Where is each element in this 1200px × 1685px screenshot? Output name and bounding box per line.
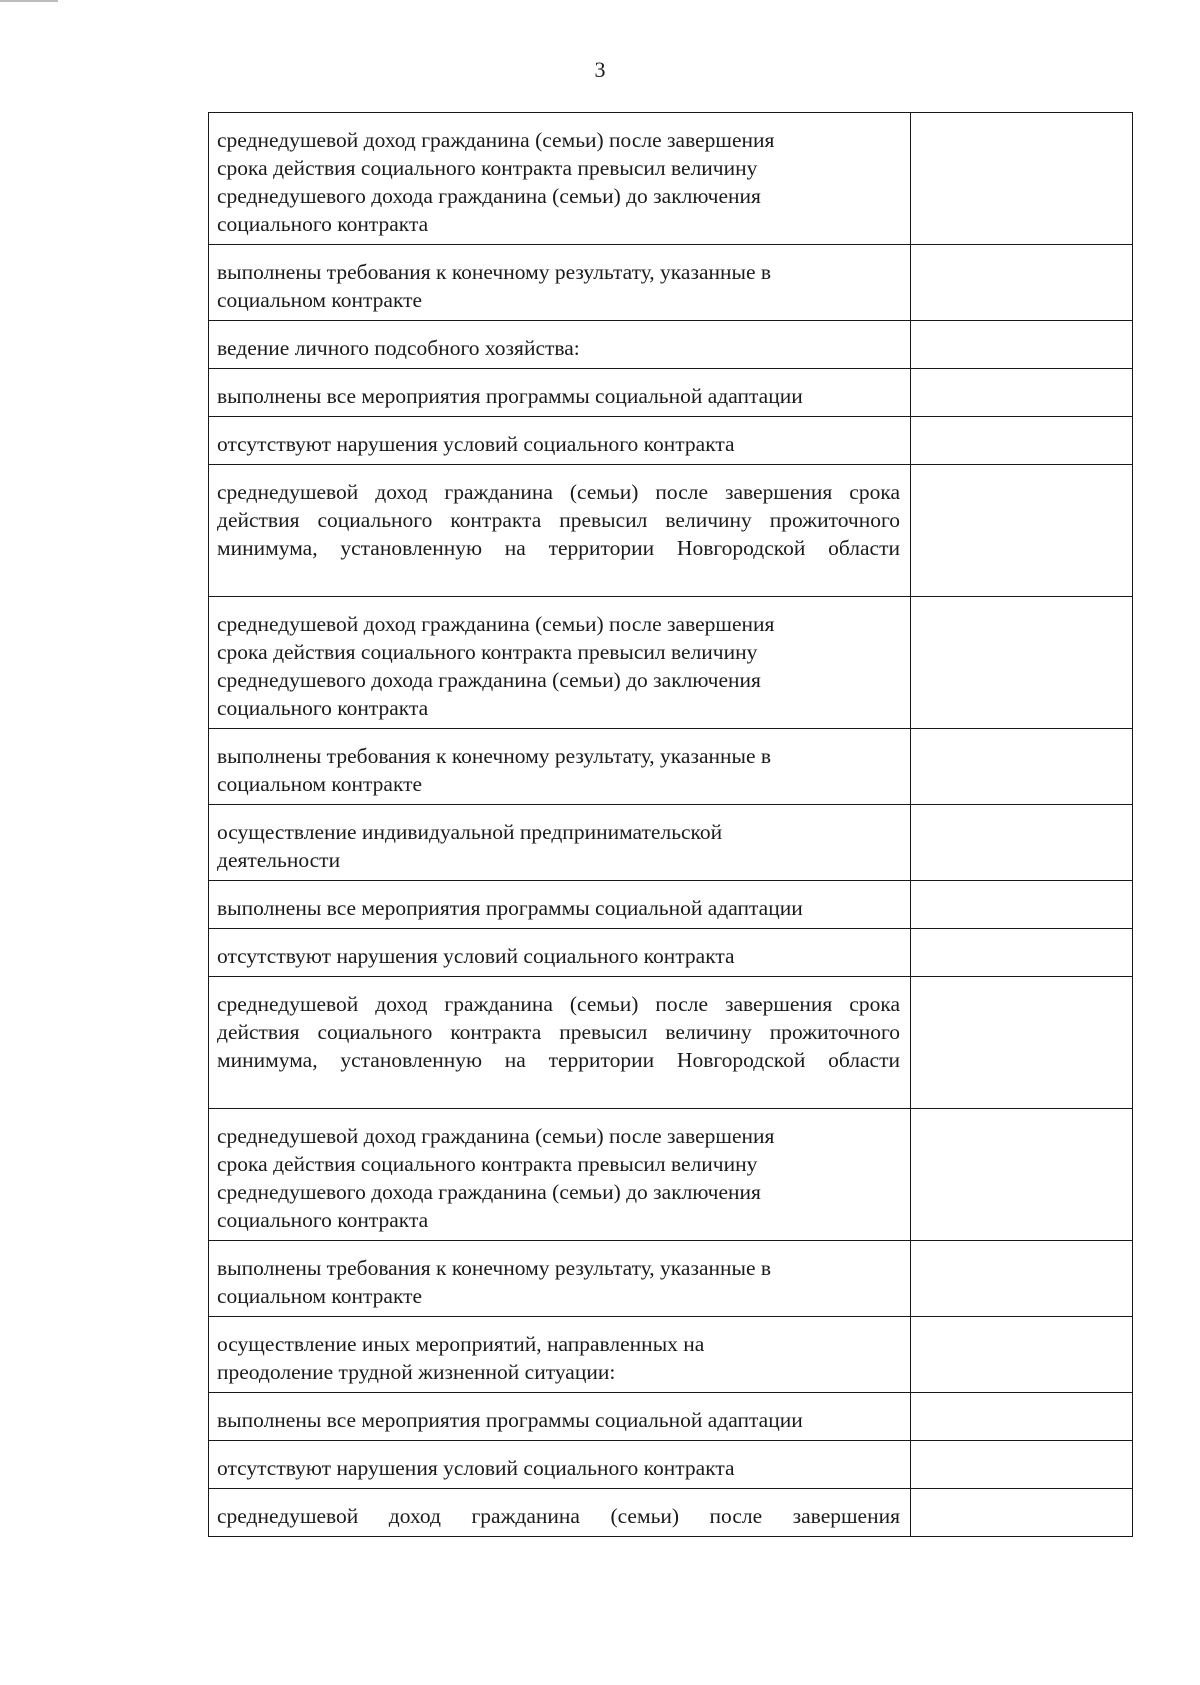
criterion-cell bbox=[209, 1317, 911, 1393]
value-cell bbox=[911, 929, 1133, 977]
criterion-text: отсутствуют нарушения условий социального контракта bbox=[217, 944, 735, 968]
table-row bbox=[209, 805, 1133, 881]
criterion-cell bbox=[209, 369, 911, 417]
criterion-cell bbox=[209, 113, 911, 245]
page-number: 3 bbox=[594, 57, 606, 82]
criterion-text: среднедушевой доход гражданина (семьи) после завершения bbox=[217, 1504, 900, 1528]
value-cell bbox=[911, 729, 1133, 805]
table-row bbox=[209, 597, 1133, 729]
criterion-text: выполнены требования к конечному результату, указанные в социальном контракте bbox=[217, 260, 772, 312]
scan-corner-mark bbox=[0, 0, 58, 2]
criterion-cell bbox=[209, 881, 911, 929]
table-row bbox=[209, 881, 1133, 929]
table-row bbox=[209, 1393, 1133, 1441]
criterion-cell bbox=[209, 977, 911, 1109]
criterion-text: среднедушевой доход гражданина (семьи) после завершения срока действия социального контракта превысил величину среднедушевого дохода гражданина (семьи) до заключения социального контракта bbox=[217, 612, 775, 720]
criterion-cell bbox=[209, 805, 911, 881]
criterion-text: отсутствуют нарушения условий социального контракта bbox=[217, 1456, 735, 1480]
table-row bbox=[209, 417, 1133, 465]
criterion-cell bbox=[209, 245, 911, 321]
criterion-cell bbox=[209, 465, 911, 597]
criterion-cell bbox=[209, 1109, 911, 1241]
criterion-cell bbox=[209, 597, 911, 729]
table-row bbox=[209, 977, 1133, 1109]
value-cell bbox=[911, 465, 1133, 597]
table-row bbox=[209, 1317, 1133, 1393]
table-row bbox=[209, 1489, 1133, 1537]
table-row bbox=[209, 729, 1133, 805]
value-cell bbox=[911, 881, 1133, 929]
value-cell bbox=[911, 417, 1133, 465]
table-row bbox=[209, 1109, 1133, 1241]
table-row bbox=[209, 1441, 1133, 1489]
value-cell bbox=[911, 1441, 1133, 1489]
criterion-text: среднедушевой доход гражданина (семьи) после завершения срока действия социального контракта превысил величину прожиточного минимума, установленную на территории Новгородской области bbox=[217, 992, 900, 1072]
value-cell bbox=[911, 113, 1133, 245]
criterion-cell bbox=[209, 1441, 911, 1489]
value-cell bbox=[911, 1317, 1133, 1393]
table-row bbox=[209, 113, 1133, 245]
criterion-cell bbox=[209, 417, 911, 465]
criterion-text: среднедушевой доход гражданина (семьи) после завершения срока действия социального контракта превысил величину среднедушевого дохода гражданина (семьи) до заключения социального контракта bbox=[217, 1124, 775, 1232]
value-cell bbox=[911, 977, 1133, 1109]
criterion-text: выполнены все мероприятия программы социальной адаптации bbox=[217, 384, 803, 408]
criteria-table bbox=[208, 112, 1133, 1537]
value-cell bbox=[911, 1489, 1133, 1537]
table-row bbox=[209, 465, 1133, 597]
criterion-text: выполнены все мероприятия программы социальной адаптации bbox=[217, 896, 803, 920]
value-cell bbox=[911, 597, 1133, 729]
table-row bbox=[209, 321, 1133, 369]
criterion-text: выполнены все мероприятия программы социальной адаптации bbox=[217, 1408, 803, 1432]
criterion-text: отсутствуют нарушения условий социального контракта bbox=[217, 432, 735, 456]
value-cell bbox=[911, 369, 1133, 417]
criterion-cell bbox=[209, 1489, 911, 1537]
criterion-cell bbox=[209, 321, 911, 369]
value-cell bbox=[911, 321, 1133, 369]
criteria-table-body bbox=[209, 113, 1133, 1537]
criterion-cell bbox=[209, 1393, 911, 1441]
criterion-text: выполнены требования к конечному результату, указанные в социальном контракте bbox=[217, 1256, 772, 1308]
criterion-text: осуществление иных мероприятий, направленных на преодоление трудной жизненной ситуации: bbox=[217, 1332, 705, 1384]
criterion-cell bbox=[209, 1241, 911, 1317]
criterion-text: выполнены требования к конечному результату, указанные в социальном контракте bbox=[217, 744, 772, 796]
criterion-text: ведение личного подсобного хозяйства: bbox=[217, 336, 580, 360]
criterion-text: среднедушевой доход гражданина (семьи) после завершения срока действия социального контракта превысил величину среднедушевого дохода гражданина (семьи) до заключения социального контракта bbox=[217, 128, 775, 236]
table-row bbox=[209, 245, 1133, 321]
value-cell bbox=[911, 1393, 1133, 1441]
value-cell bbox=[911, 245, 1133, 321]
criterion-text: осуществление индивидуальной предпринимательской деятельности bbox=[217, 820, 723, 872]
table-row bbox=[209, 1241, 1133, 1317]
table-row bbox=[209, 929, 1133, 977]
criterion-cell bbox=[209, 729, 911, 805]
value-cell bbox=[911, 1109, 1133, 1241]
value-cell bbox=[911, 805, 1133, 881]
table-row bbox=[209, 369, 1133, 417]
criterion-text: среднедушевой доход гражданина (семьи) после завершения срока действия социального контракта превысил величину прожиточного минимума, установленную на территории Новгородской области bbox=[217, 480, 900, 560]
value-cell bbox=[911, 1241, 1133, 1317]
criterion-cell bbox=[209, 929, 911, 977]
